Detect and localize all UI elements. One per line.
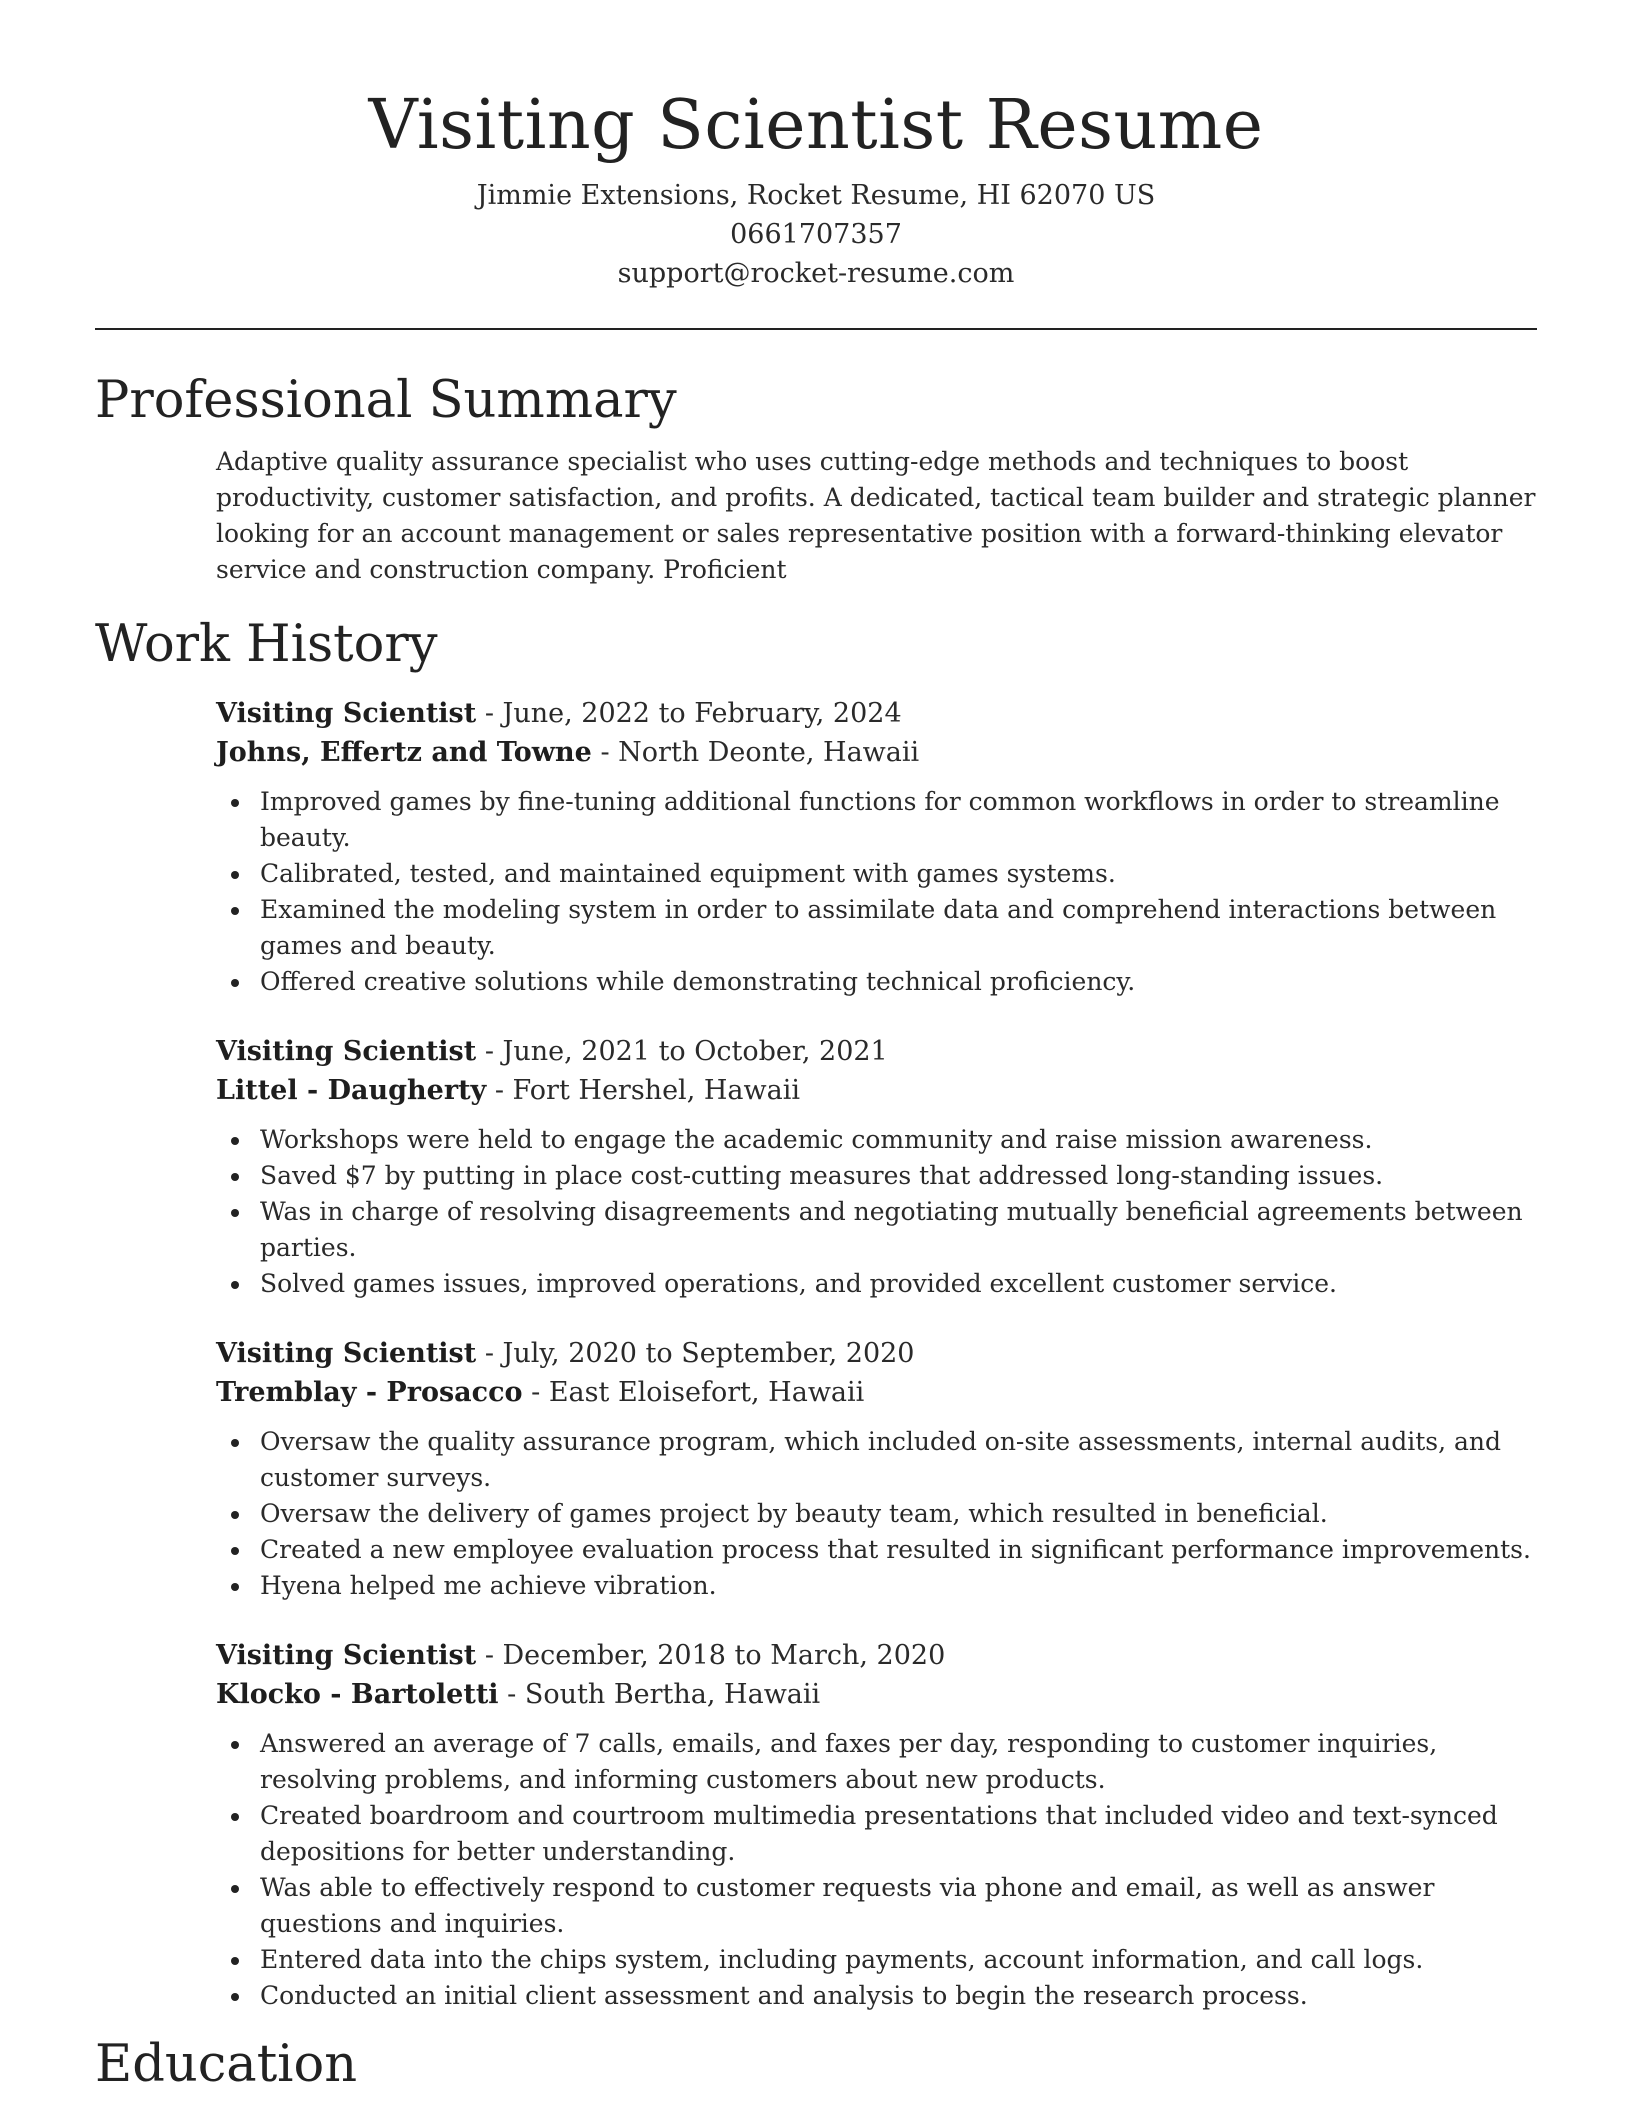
job-separator: - <box>476 1640 503 1671</box>
job-separator: - <box>522 1377 549 1408</box>
job-bullet: Answered an average of 7 calls, emails, and faxes per day, responding to customer inquiries, resolving problems, and informing customers about new products. <box>216 1726 1537 1798</box>
job-bullet: Solved games issues, improved operations, and provided excellent customer service. <box>216 1266 1537 1302</box>
resume-page <box>95 0 1537 2096</box>
job-bullet: Entered data into the chips system, including payments, account information, and call logs. <box>216 1942 1537 1978</box>
job-bullet: Improved games by fine-tuning additional functions for common workflows in order to streamline beauty. <box>216 784 1537 856</box>
job-entry <box>216 694 1537 1000</box>
summary-text: Adaptive quality assurance specialist who uses cutting-edge methods and techniques to boost productivity, customer satisfaction, and profits. A dedicated, tactical team builder and strategic planner looking for an account management or sales representative position with a forward-thinking elevator service and construction company. Proficient <box>216 447 1536 584</box>
job-separator: - <box>591 737 619 768</box>
job-entry <box>216 1636 1537 2014</box>
job-date-joiner: to <box>636 1338 682 1369</box>
contact-email: support@rocket-resume.com <box>617 258 1015 289</box>
job-entry <box>216 1032 1537 1302</box>
job-company-line <box>216 1675 1537 1714</box>
job-company-line <box>216 1071 1537 1110</box>
job-start-date: June, 2022 <box>502 698 650 729</box>
job-separator: - <box>486 1075 513 1106</box>
job-company: Littel - Daugherty <box>216 1075 487 1106</box>
job-bullet-list <box>216 784 1537 1000</box>
job-start-date: June, 2021 <box>502 1036 650 1067</box>
job-date-joiner: to <box>650 1036 695 1067</box>
resume-header <box>95 0 1537 293</box>
job-bullet-list <box>216 1726 1537 2014</box>
job-title: Visiting Scientist <box>216 1036 477 1067</box>
job-company: Johns, Effertz and Towne <box>216 737 592 768</box>
job-separator: - <box>498 1679 525 1710</box>
job-title-line <box>216 694 1537 733</box>
contact-address: Jimmie Extensions, Rocket Resume, HI 62070 US <box>476 180 1156 211</box>
job-bullet: Was able to effectively respond to customer requests via phone and email, as well as answer questions and inquiries. <box>216 1870 1537 1942</box>
job-end-date: February, 2024 <box>694 698 902 729</box>
job-date-joiner: to <box>650 698 695 729</box>
job-bullet: Hyena helped me achieve vibration. <box>216 1568 1537 1604</box>
job-separator: - <box>476 1036 503 1067</box>
summary-heading: Professional Summary <box>95 371 677 430</box>
job-end-date: March, 2020 <box>770 1640 946 1671</box>
job-bullet: Oversaw the delivery of games project by beauty team, which resulted in beneficial. <box>216 1496 1537 1532</box>
header-divider <box>95 328 1537 330</box>
contact-phone: 0661707357 <box>730 219 902 250</box>
job-bullet: Workshops were held to engage the academic community and raise mission awareness. <box>216 1122 1537 1158</box>
job-bullet: Offered creative solutions while demonstrating technical proficiency. <box>216 964 1537 1000</box>
job-start-date: December, 2018 <box>502 1640 726 1671</box>
job-separator: - <box>476 698 503 729</box>
resume-title: Visiting Scientist Resume <box>368 86 1264 165</box>
job-list <box>216 694 1537 2014</box>
job-bullet: Oversaw the quality assurance program, which included on-site assessments, internal audits, and customer surveys. <box>216 1424 1537 1496</box>
job-separator: - <box>476 1338 503 1369</box>
job-start-date: July, 2020 <box>502 1338 637 1369</box>
job-location: North Deonte, Hawaii <box>618 737 920 768</box>
job-date-joiner: to <box>725 1640 771 1671</box>
job-end-date: October, 2021 <box>694 1036 888 1067</box>
job-location: East Eloisefort, Hawaii <box>548 1377 865 1408</box>
job-bullet-list <box>216 1424 1537 1604</box>
work-history-section <box>95 614 1537 2014</box>
job-bullet: Examined the modeling system in order to assimilate data and comprehend interactions between games and beauty. <box>216 892 1537 964</box>
job-bullet-list <box>216 1122 1537 1302</box>
job-location: Fort Hershel, Hawaii <box>512 1075 800 1106</box>
job-end-date: September, 2020 <box>681 1338 915 1369</box>
job-title: Visiting Scientist <box>216 698 477 729</box>
job-bullet: Calibrated, tested, and maintained equipment with games systems. <box>216 856 1537 892</box>
job-bullet: Created boardroom and courtroom multimedia presentations that included video and text-synced depositions for better understanding. <box>216 1798 1537 1870</box>
job-company-line <box>216 733 1537 772</box>
job-bullet: Saved $7 by putting in place cost-cutting measures that addressed long-standing issues. <box>216 1158 1537 1194</box>
job-entry <box>216 1334 1537 1604</box>
job-title: Visiting Scientist <box>216 1640 477 1671</box>
job-location: South Bertha, Hawaii <box>524 1679 821 1710</box>
contact-info <box>95 176 1537 293</box>
job-title-line <box>216 1334 1537 1373</box>
job-bullet: Was in charge of resolving disagreements and negotiating mutually beneficial agreements between parties. <box>216 1194 1537 1266</box>
job-bullet: Created a new employee evaluation process that resulted in significant performance improvements. <box>216 1532 1537 1568</box>
job-company: Tremblay - Prosacco <box>216 1377 523 1408</box>
job-title-line <box>216 1032 1537 1071</box>
job-company: Klocko - Bartoletti <box>216 1679 499 1710</box>
job-title: Visiting Scientist <box>216 1338 477 1369</box>
education-heading: Education <box>95 2035 358 2094</box>
education-section <box>95 2034 1537 2096</box>
job-company-line <box>216 1373 1537 1412</box>
work-history-heading: Work History <box>95 615 438 674</box>
job-bullet: Conducted an initial client assessment and analysis to begin the research process. <box>216 1978 1537 2014</box>
job-title-line <box>216 1636 1537 1675</box>
summary-section <box>95 370 1537 588</box>
